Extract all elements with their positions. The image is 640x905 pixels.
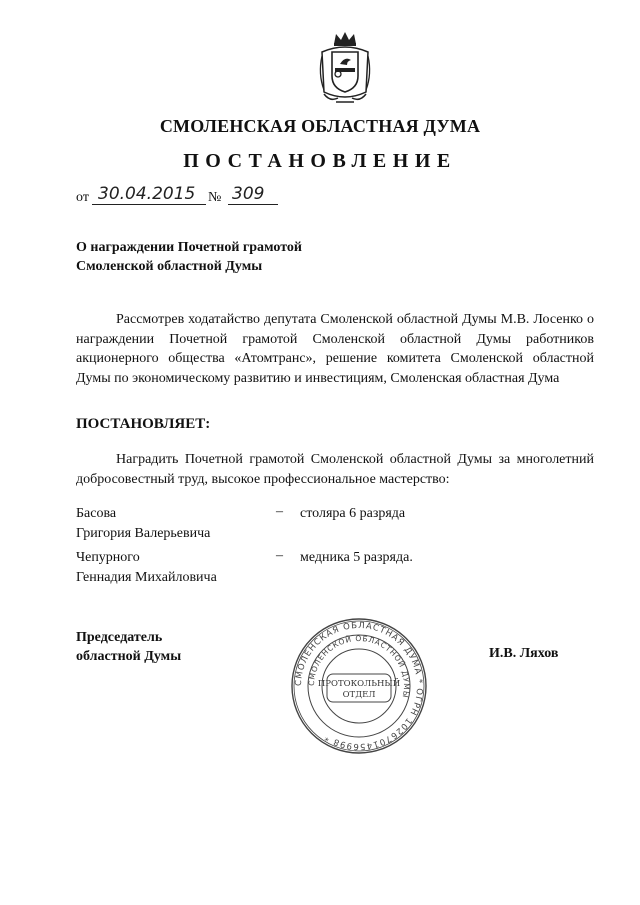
date-prefix: от — [76, 190, 89, 205]
awardee-role: столяра 6 разряда — [300, 506, 406, 521]
awardee-given-name: Геннадия Михайловича — [76, 569, 217, 585]
awardee-name — [76, 548, 217, 587]
document-number: 309 — [228, 184, 278, 205]
coat-of-arms-icon — [316, 30, 374, 108]
decision-heading: ПОСТАНОВЛЯЕТ: — [76, 416, 211, 432]
document-type: ПОСТАНОВЛЕНИЕ — [183, 150, 457, 172]
number-label: № — [208, 190, 222, 205]
seal-inner-text: СМОЛЕНСКОЙ ОБЛАСТНОЙ ДУМЫ — [306, 633, 412, 700]
award-paragraph: Наградить Почетной грамотой Смоленской областной Думы за многолетний добросовестный труд, высокое профессиональное мастерство: — [76, 452, 594, 487]
subject-line-1: О награждении Почетной грамотой — [76, 240, 302, 255]
subject-line-2: Смоленской областной Думы — [76, 259, 263, 274]
signatory-name: И.В. Ляхов — [489, 646, 559, 661]
seal-outer-text: СМОЛЕНСКАЯ ОБЛАСТНАЯ ДУМА * ОГРН 1026701456998 * — [293, 620, 425, 752]
signatory-title-line-2: областной Думы — [76, 649, 182, 664]
preamble-paragraph: Рассмотрев ходатайство депутата Смоленской областной Думы М.В. Лосенко о награждении Почетной грамотой Смоленской областной Думы работников акционерного общества «Атомтранс», решение комитета Смоленской областной Думы по экономическому развитию и инвестициям, Смоленская областная Дума — [76, 312, 594, 386]
awardee-given-name: Григория Валерьевича — [76, 525, 211, 541]
seal-center-line-1: ПРОТОКОЛЬНЫЙ — [317, 679, 401, 689]
awardee-dash: – — [276, 504, 283, 519]
organization-name: СМОЛЕНСКАЯ ОБЛАСТНАЯ ДУМА — [159, 116, 481, 136]
awardee-surname: Чепурного — [76, 550, 140, 565]
document-date: 30.04.2015 — [92, 184, 206, 205]
awardee-role: медника 5 разряда. — [300, 550, 413, 565]
official-seal — [289, 616, 429, 756]
awardee-dash: – — [276, 548, 283, 563]
document-subject — [76, 238, 302, 276]
signatory-title-line-1: Председатель — [76, 630, 163, 645]
awardee-surname: Басова — [76, 506, 117, 521]
signatory-title — [76, 628, 181, 666]
awardee-name — [76, 504, 210, 543]
date-number-line — [76, 184, 286, 206]
seal-center-line-2: ОТДЕЛ — [342, 690, 376, 700]
